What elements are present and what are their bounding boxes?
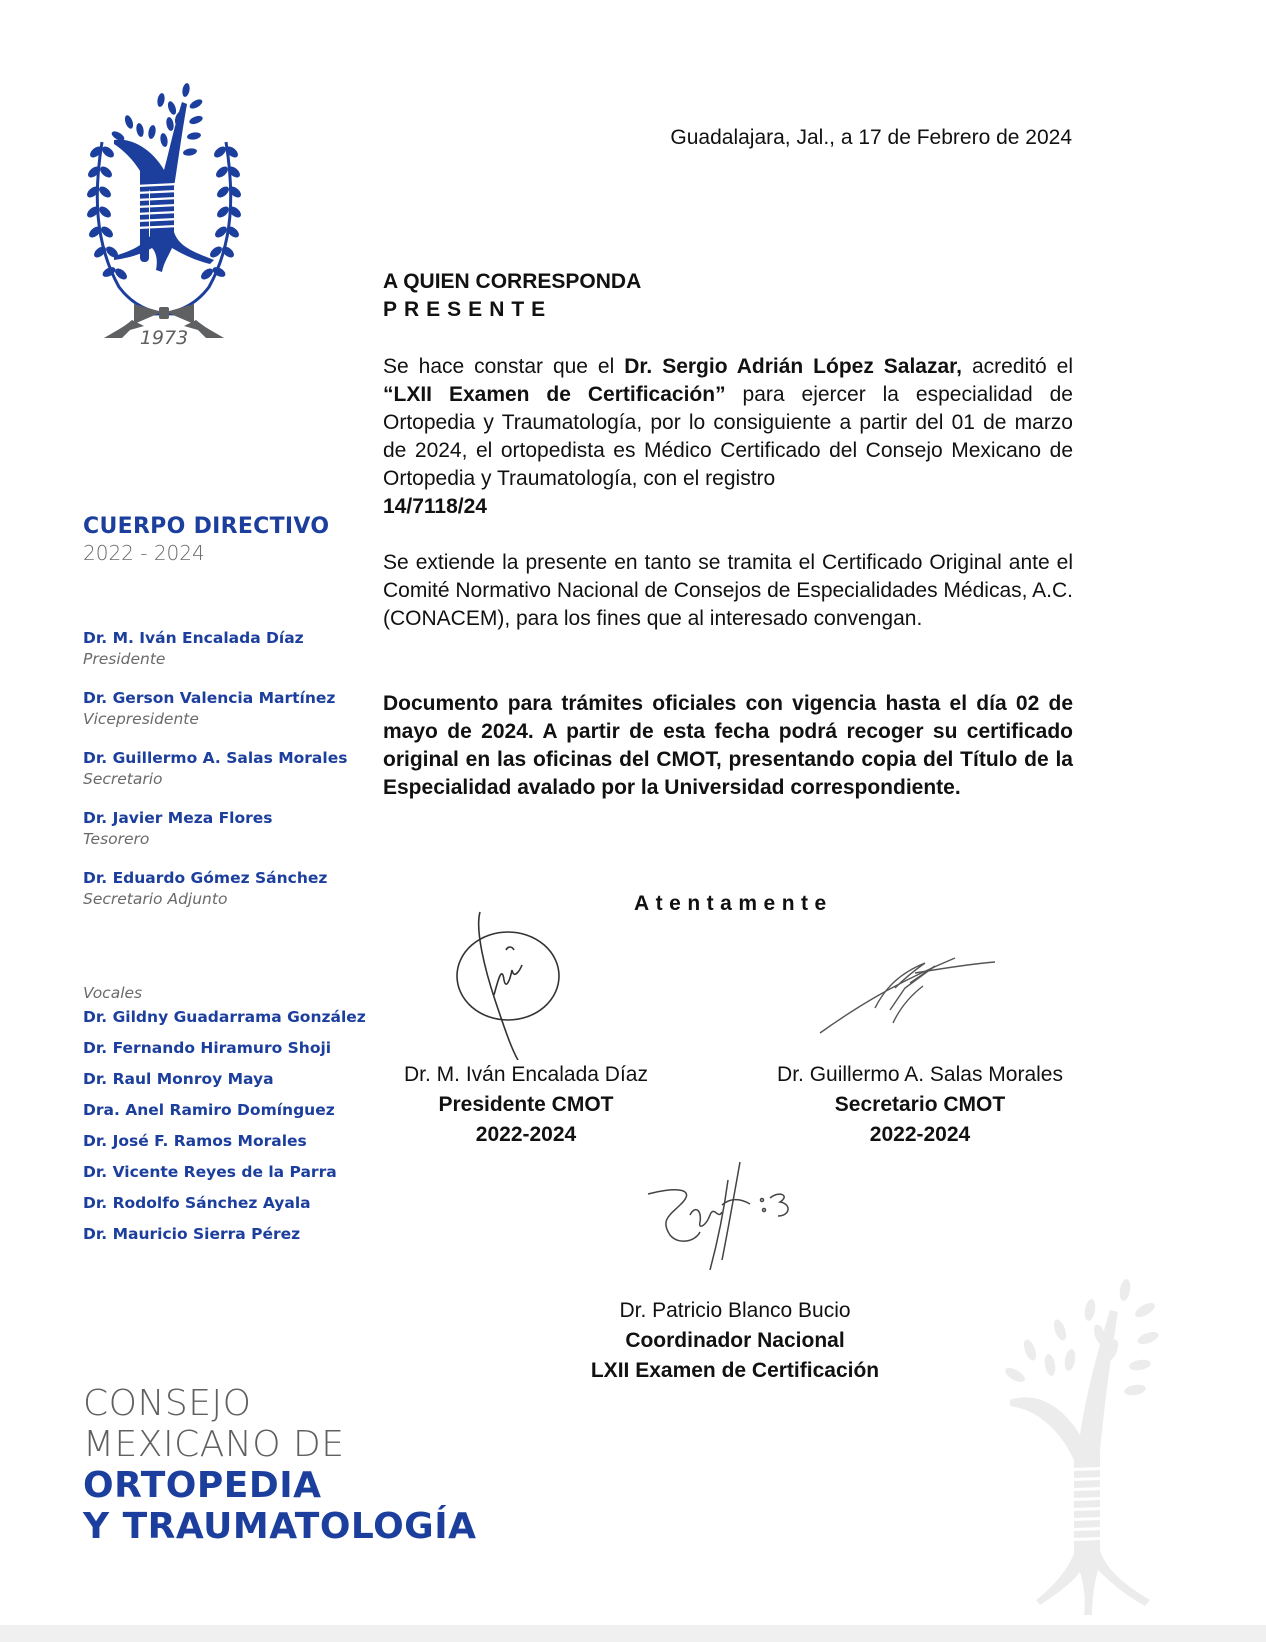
board-heading: CUERPO DIRECTIVO — [83, 514, 330, 539]
registration-number: 14/7118/24 — [383, 495, 487, 518]
member-role: Presidente — [83, 650, 166, 668]
signatory-period: 2022-2024 — [869, 1123, 971, 1146]
signatory-coordinator — [560, 1296, 910, 1386]
signatory-secretary — [755, 1060, 1085, 1150]
signatory-name: Dr. Patricio Blanco Bucio — [619, 1299, 851, 1322]
text-run: para ejercer la especialidad de Ortopedia y Traumatología, por lo consiguiente a partir del 01 de marzo de 2024, el ortopedista es Médico Certificado del Consejo Mexicano de Ortopedia y Traumatología, con el registro — [383, 383, 1073, 490]
presente-line: PRESENTE — [383, 298, 553, 321]
member-role: Vicepresidente — [83, 710, 199, 728]
member-role: Secretario Adjunto — [83, 890, 228, 908]
salutation — [383, 268, 641, 324]
vocales-label: Vocales — [83, 984, 143, 1002]
vocal-name: Dr. José F. Ramos Morales — [83, 1132, 307, 1150]
certified-doctor-name: Dr. Sergio Adrián López Salazar, — [624, 355, 963, 378]
vocal-name: Dr. Vicente Reyes de la Parra — [83, 1163, 337, 1181]
salutation-line: A QUIEN CORRESPONDA — [383, 270, 642, 293]
member-name: Dr. Guillermo A. Salas Morales — [83, 749, 348, 767]
signatory-title: Presidente CMOT — [438, 1093, 614, 1116]
signature-coordinator-icon — [640, 1160, 810, 1280]
vocal-name: Dr. Gildny Guadarrama González — [83, 1008, 366, 1026]
signatory-title: Coordinador Nacional — [625, 1329, 845, 1352]
signatory-president — [383, 1060, 669, 1150]
signatory-period: LXII Examen de Certificación — [590, 1359, 880, 1382]
member-name: Dr. Eduardo Gómez Sánchez — [83, 869, 328, 887]
board-member — [83, 688, 383, 730]
member-role: Tesorero — [83, 830, 150, 848]
signatory-name: Dr. Guillermo A. Salas Morales — [777, 1063, 1063, 1086]
certification-paragraph — [383, 353, 1073, 521]
member-name: Dr. Gerson Valencia Martínez — [83, 689, 336, 707]
text-run: acreditó el — [962, 355, 1073, 378]
letter-date: Guadalajara, Jal., a 17 de Febrero de 2024 — [670, 126, 1072, 149]
organization-wordmark — [83, 1383, 476, 1547]
closing: Atentamente — [634, 892, 833, 915]
signatory-period: 2022-2024 — [475, 1123, 577, 1146]
member-name: Dr. M. Iván Encalada Díaz — [83, 629, 304, 647]
signature-president-icon — [450, 910, 570, 1060]
vocal-name: Dr. Rodolfo Sánchez Ayala — [83, 1194, 311, 1212]
board-member — [83, 628, 383, 670]
wordmark-line: Y TRAUMATOLOGÍA — [83, 1506, 477, 1547]
vocal-name: Dr. Mauricio Sierra Pérez — [83, 1225, 301, 1243]
board-member — [83, 868, 383, 910]
vocal-name: Dr. Fernando Hiramuro Shoji — [83, 1039, 332, 1057]
conacem-paragraph: Se extiende la presente en tanto se tramita el Certificado Original ante el Comité Normativo Nacional de Consejos de Especialidades Médicas, A.C. (CONACEM), para los fines que al interesado convengan. — [383, 551, 1073, 630]
wordmark-line: ORTOPEDIA — [83, 1465, 322, 1506]
svg-text:1973: 1973 — [139, 327, 189, 349]
vocal-name: Dra. Anel Ramiro Domínguez — [83, 1101, 335, 1119]
exam-name: “LXII Examen de Certificación” — [383, 383, 726, 406]
text-run: Se hace constar que el — [383, 355, 625, 378]
board-members-list — [83, 628, 383, 928]
board-member — [83, 808, 383, 850]
signature-secretary-icon — [815, 948, 995, 1038]
tree-watermark-icon — [1000, 1270, 1220, 1620]
wordmark-line: CONSEJO — [83, 1383, 252, 1424]
vocal-name: Dr. Raul Monroy Maya — [83, 1070, 274, 1088]
validity-paragraph: Documento para trámites oficiales con vigencia hasta el día 02 de mayo de 2024. A partir de esta fecha podrá recoger su certificado original en las oficinas del CMOT, presentando copia del Título de la Especialidad avalado por la Universidad correspondiente. — [383, 692, 1073, 799]
vocales-list — [83, 1007, 366, 1255]
cmot-tree-laurel-logo-icon — [74, 82, 254, 352]
member-role: Secretario — [83, 770, 163, 788]
member-name: Dr. Javier Meza Flores — [83, 809, 273, 827]
signatory-title: Secretario CMOT — [834, 1093, 1006, 1116]
board-member — [83, 748, 383, 790]
wordmark-line: MEXICANO DE — [83, 1424, 345, 1465]
signatory-name: Dr. M. Iván Encalada Díaz — [404, 1063, 648, 1086]
board-term: 2022 - 2024 — [83, 541, 205, 565]
